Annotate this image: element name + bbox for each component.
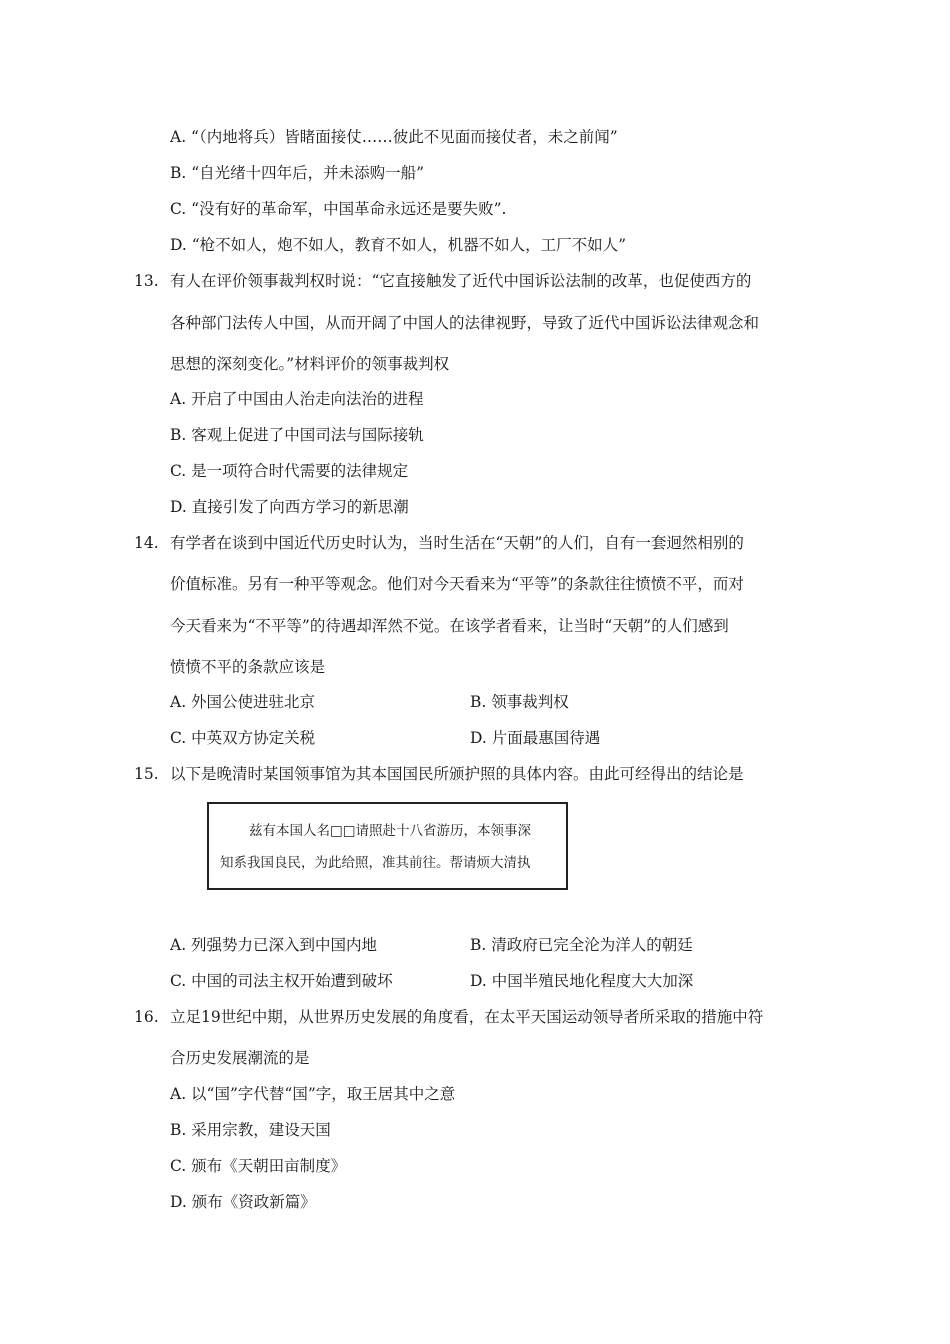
q16-number: 16. bbox=[134, 1008, 159, 1026]
q12-option-b: B. “自光绪十四年后，并未添购一船” bbox=[170, 164, 425, 182]
q12-option-c: C. “没有好的革命军，中国革命永远还是要失败”. bbox=[170, 200, 507, 218]
q14-number: 14. bbox=[134, 534, 159, 552]
passport-text-line-2: 知系我国良民，为此给照，准其前往。帮请烦大清执 bbox=[220, 855, 531, 871]
q14-option-c: C. 中英双方协定关税 bbox=[170, 729, 316, 747]
q14-stem-line-1: 有学者在谈到中国近代历史时认为，当时生活在“天朝”的人们，自有一套迥然相别的 bbox=[170, 534, 744, 552]
q16-option-c: C. 颁布《天朝田亩制度》 bbox=[170, 1157, 347, 1175]
q13-stem-line-3: 思想的深刻变化。”材料评价的领事裁判权 bbox=[170, 355, 450, 373]
q13-option-d: D. 直接引发了向西方学习的新思潮 bbox=[170, 498, 409, 516]
q15-option-a: A. 列强势力已深入到中国内地 bbox=[170, 936, 378, 954]
q16-stem-line-2: 合历史发展潮流的是 bbox=[170, 1049, 310, 1067]
q14-option-b: B. 领事裁判权 bbox=[470, 693, 569, 711]
q16-option-b: B. 采用宗教，建设天国 bbox=[170, 1121, 331, 1139]
q14-stem-line-4: 愤愤不平的条款应该是 bbox=[170, 658, 326, 676]
q13-option-c: C. 是一项符合时代需要的法律规定 bbox=[170, 462, 409, 480]
q15-stem: 以下是晚清时某国领事馆为其本国国民所颁护照的具体内容。由此可经得出的结论是 bbox=[170, 765, 744, 783]
q16-stem-line-1: 立足19世纪中期，从世界历史发展的角度看，在太平天国运动领导者所采取的措施中符 bbox=[170, 1008, 764, 1026]
passport-text-line-1: 兹有本国人名□□请照赴十八省游历，本领事深 bbox=[249, 823, 532, 839]
q15-option-d: D. 中国半殖民地化程度大大加深 bbox=[470, 972, 694, 990]
q15-number: 15. bbox=[134, 765, 159, 783]
q12-option-d: D. “枪不如人，炮不如人，教育不如人，机器不如人，工厂不如人” bbox=[170, 236, 627, 254]
q14-stem-line-3: 今天看来为“不平等”的待遇却浑然不觉。在该学者看来，让当时“天朝”的人们感到 bbox=[170, 617, 729, 635]
q12-option-a: A. “（内地将兵）皆睹面接仗……彼此不见面而接仗者，未之前闻” bbox=[170, 128, 618, 146]
q13-option-b: B. 客观上促进了中国司法与国际接轨 bbox=[170, 426, 424, 444]
q15-option-b: B. 清政府已完全沦为洋人的朝廷 bbox=[470, 936, 693, 954]
q16-option-a: A. 以“国”字代替“国”字，取王居其中之意 bbox=[170, 1085, 456, 1103]
q13-number: 13. bbox=[134, 272, 159, 290]
q13-option-a: A. 开启了中国由人治走向法治的进程 bbox=[170, 390, 424, 408]
q14-option-a: A. 外国公使进驻北京 bbox=[170, 693, 316, 711]
q14-stem-line-2: 价值标准。另有一种平等观念。他们对今天看来为“平等”的条款往往愤愤不平，而对 bbox=[170, 575, 744, 593]
passport-text-box bbox=[207, 802, 568, 890]
q13-stem-line-2: 各种部门法传人中国，从而开阔了中国人的法律视野，导致了近代中国诉讼法律观念和 bbox=[170, 314, 760, 332]
q16-option-d: D. 颁布《资政新篇》 bbox=[170, 1193, 316, 1211]
q14-option-d: D. 片面最惠国待遇 bbox=[470, 729, 601, 747]
q15-option-c: C. 中国的司法主权开始遭到破坏 bbox=[170, 972, 393, 990]
q13-stem-line-1: 有人在评价领事裁判权时说：“它直接触发了近代中国诉讼法制的改革，也促使西方的 bbox=[170, 272, 752, 290]
